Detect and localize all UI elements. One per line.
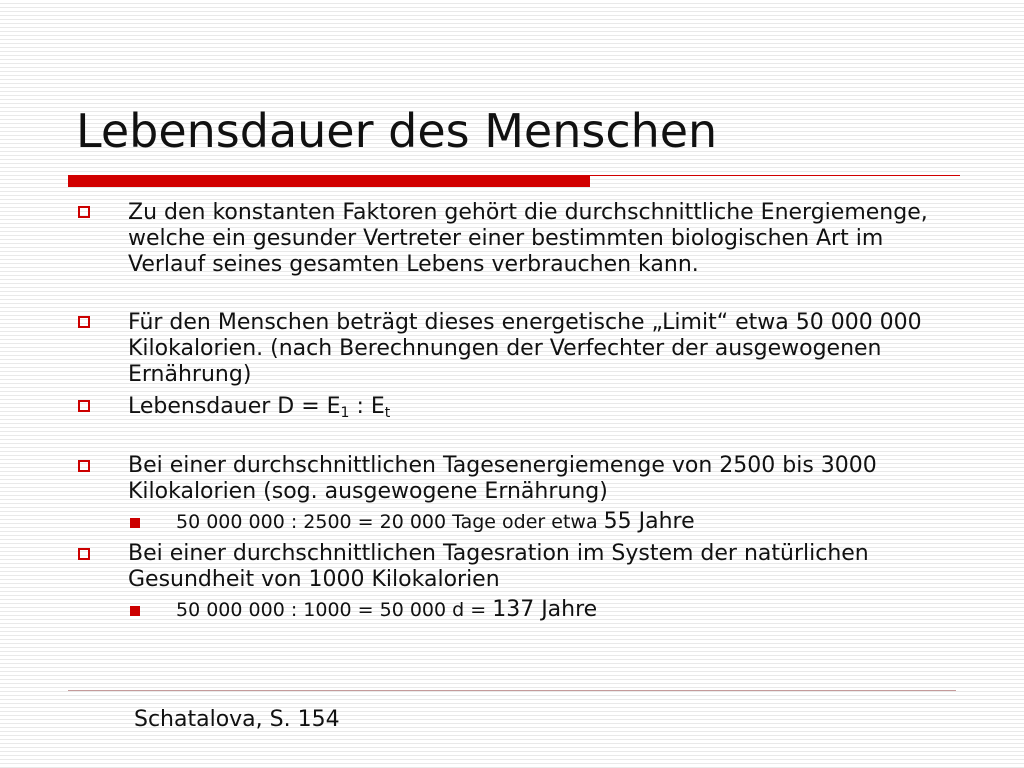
hollow-square-icon [78, 460, 90, 472]
sub-calculation: 50 000 000 : 2500 = 20 000 Tage oder etwa [176, 511, 604, 533]
hollow-square-icon [78, 400, 90, 412]
sub-result: 55 Jahre [603, 509, 695, 534]
title-underline-thin [590, 175, 960, 176]
slide-title: Lebensdauer des Menschen [76, 104, 718, 158]
formula-line [128, 394, 958, 420]
bullet-item: Für den Menschen beträgt dieses energetische „Limit“ etwa 50 000 000 Kilokalorien. (nach Berechnungen der Verfechter der ausgewogenen Ernährung) [128, 310, 922, 387]
hollow-square-icon [78, 206, 90, 218]
filled-square-icon [130, 518, 140, 528]
formula-subscript-1: 1 [340, 405, 350, 421]
bullet-item: Bei einer durchschnittlichen Tagesration im System der natürlichen Gesundheit von 1000 Kilokalorien [128, 541, 869, 592]
hollow-square-icon [78, 316, 90, 328]
sub-bullet-item [176, 509, 956, 535]
source-citation: Schatalova, S. 154 [134, 707, 340, 732]
title-underline-thick [68, 175, 590, 187]
formula-middle: : E [349, 394, 385, 419]
bullet-item: Bei einer durchschnittlichen Tagesenergiemenge von 2500 bis 3000 Kilokalorien (sog. ausgewogene Ernährung) [128, 453, 877, 504]
sub-result: 137 Jahre [492, 597, 598, 622]
bullet-item: Zu den konstanten Faktoren gehört die durchschnittliche Energiemenge, welche ein gesunder Vertreter einer bestimmten biologischen Art im Verlauf seines gesamten Lebens verbrauchen kann. [128, 200, 928, 277]
sub-calculation: 50 000 000 : 1000 = 50 000 d = [176, 599, 493, 621]
filled-square-icon [130, 606, 140, 616]
footer-divider [68, 690, 956, 691]
hollow-square-icon [78, 548, 90, 560]
formula-subscript-t: t [384, 405, 391, 421]
sub-bullet-item [176, 597, 956, 623]
formula-prefix: Lebensdauer D = E [128, 394, 341, 419]
